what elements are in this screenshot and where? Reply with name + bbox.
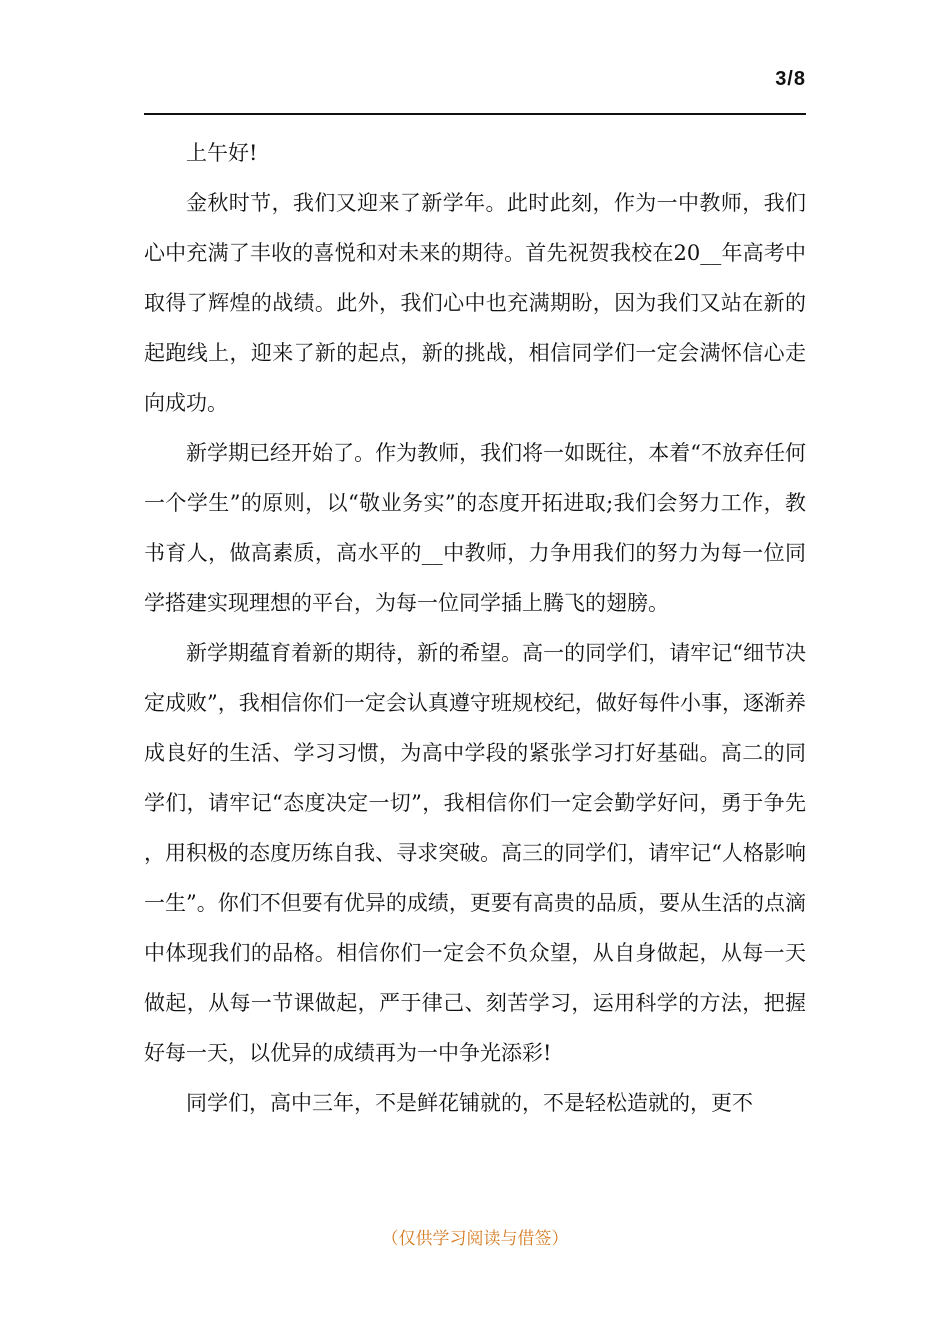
body-paragraph: 新学期已经开始了。作为教师，我们将一如既往，本着“不放弃任何一个学生”的原则，以“敬业务实”的态度开拓进取;我们会努力工作，教书育人，做高素质，高水平的__中教师，力争用我们的努力为每一位同学搭建实现理想的平台，为每一位同学插上腾飞的翅膀。: [144, 441, 806, 615]
header-divider: [144, 113, 806, 115]
body-paragraph: 同学们，高中三年，不是鲜花铺就的，不是轻松造就的，更不: [186, 1091, 753, 1115]
greeting-paragraph: 上午好!: [186, 141, 258, 165]
footer-note: （仅供学习阅读与借签）: [381, 1229, 569, 1249]
document-body: [144, 128, 806, 1128]
body-paragraph: 新学期蕴育着新的期待，新的希望。高一的同学们，请牢记“细节决定成败”，我相信你们一定会认真遵守班规校纪，做好每件小事，逐渐养成良好的生活、学习习惯，为高中学段的紧张学习打好基础。高二的同学们，请牢记“态度决定一切”，我相信你们一定会勤学好问，勇于争先，用积极的态度历练自我、寻求突破。高三的同学们，请牢记“人格影响一生”。你们不但要有优异的成绩，更要有高贵的品质，要从生活的点滴中体现我们的品格。相信你们一定会不负众望，从自身做起，从每一天做起，从每一节课做起，严于律己、刻苦学习，运用科学的方法，把握好每一天，以优异的成绩再为一中争光添彩!: [144, 641, 806, 1065]
body-paragraph: 金秋时节，我们又迎来了新学年。此时此刻，作为一中教师，我们心中充满了丰收的喜悦和对未来的期待。首先祝贺我校在20__年高考中取得了辉煌的战绩。此外，我们心中也充满期盼，因为我们又站在新的起跑线上，迎来了新的起点，新的挑战，相信同学们一定会满怀信心走向成功。: [144, 191, 806, 415]
page-number: 3/8: [775, 68, 806, 90]
